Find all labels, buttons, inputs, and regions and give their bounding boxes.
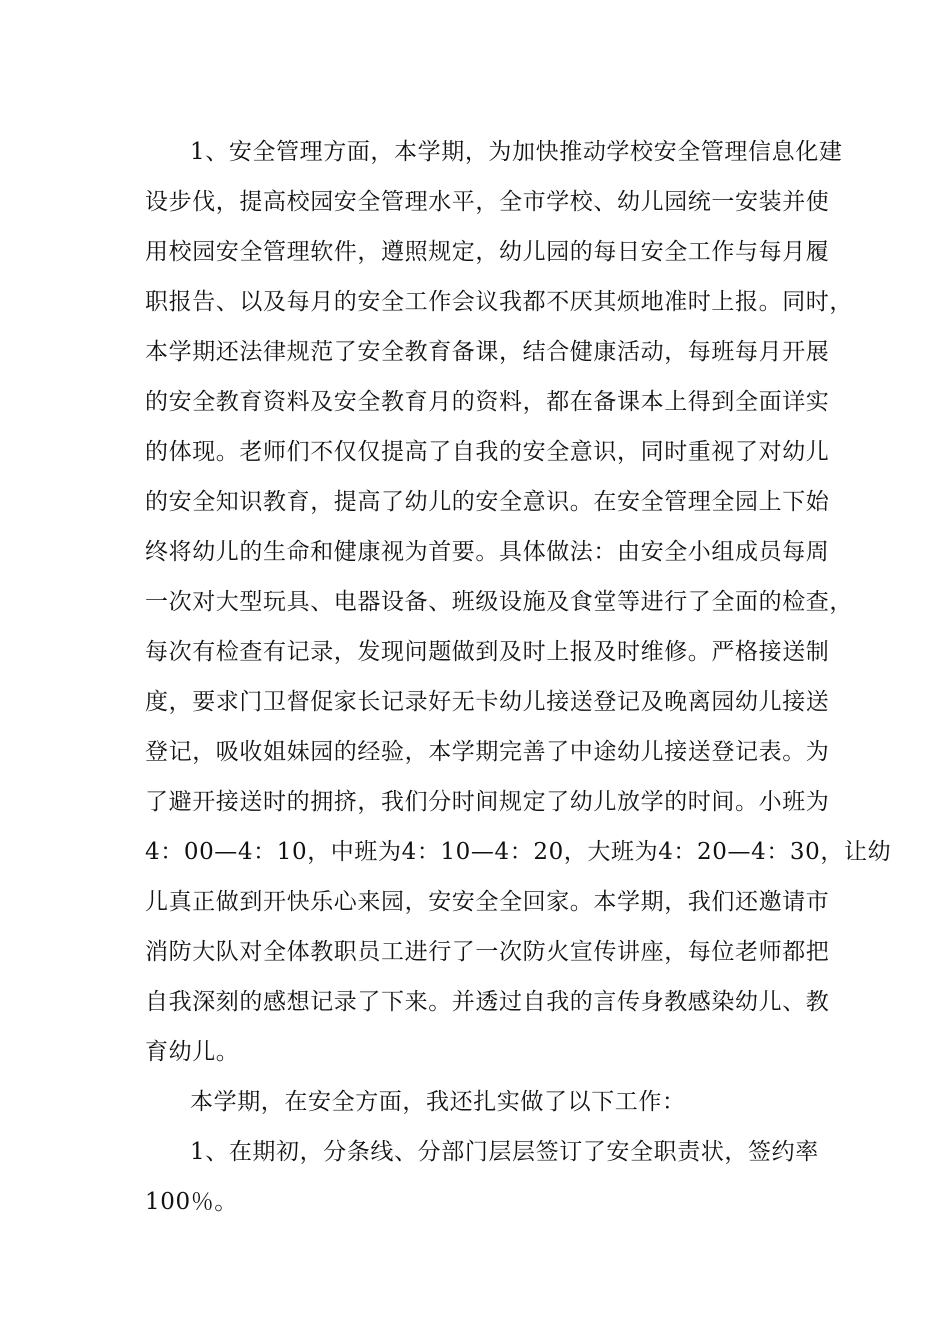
paragraph-line: 本学期还法律规范了安全教育备课，结合健康活动，每班每月开展 [145,339,830,365]
paragraph-line: 了避开接送时的拥挤，我们分时间规定了幼儿放学的时间。小班为 [145,789,830,815]
paragraph-line: 的安全知识教育，提高了幼儿的安全意识。在安全管理全园上下始 [145,489,830,515]
paragraph-line: 儿真正做到开快乐心来园，安安全全回家。本学期，我们还邀请市 [145,889,830,915]
paragraph-line: 100％。 [145,1189,238,1215]
paragraph-line: 度，要求门卫督促家长记录好无卡幼儿接送登记及晚离园幼儿接送 [145,689,830,715]
paragraph-line: 消防大队对全体教职员工进行了一次防火宣传讲座，每位老师都把 [145,939,830,965]
paragraph-line: 登记，吸收姐妹园的经验，本学期完善了中途幼儿接送登记表。为 [145,739,830,765]
paragraph-line: 职报告、以及每月的安全工作会议我都不厌其烦地准时上报。同时， [145,289,853,315]
paragraph-line: 自我深刻的感想记录了下来。并透过自我的言传身教感染幼儿、教 [145,989,830,1015]
paragraph-line: 本学期，在安全方面，我还扎实做了以下工作： [190,1089,686,1115]
paragraph-line: 1、安全管理方面，本学期，为加快推动学校安全管理信息化建 [190,139,843,165]
paragraph-line: 一次对大型玩具、电器设备、班级设施及食堂等进行了全面的检查， [145,589,853,615]
paragraph-line: 的安全教育资料及安全教育月的资料，都在备课本上得到全面详实 [145,389,830,415]
paragraph-line: 设步伐，提高校园安全管理水平，全市学校、幼儿园统一安装并使 [145,189,830,215]
paragraph-line: 用校园安全管理软件，遵照规定，幼儿园的每日安全工作与每月履 [145,239,830,265]
paragraph-line: 终将幼儿的生命和健康视为首要。具体做法：由安全小组成员每周 [145,539,830,565]
paragraph-line: 1、在期初，分条线、分部门层层签订了安全职责状，签约率 [190,1139,819,1165]
paragraph-line: 育幼儿。 [145,1039,240,1065]
paragraph-line: 的体现。老师们不仅仅提高了自我的安全意识，同时重视了对幼儿 [145,439,830,465]
paragraph-line: 每次有检查有记录，发现问题做到及时上报及时维修。严格接送制 [145,639,830,665]
paragraph-line: 4：00—4：10，中班为4：10—4：20，大班为4：20—4：30，让幼 [145,839,892,865]
